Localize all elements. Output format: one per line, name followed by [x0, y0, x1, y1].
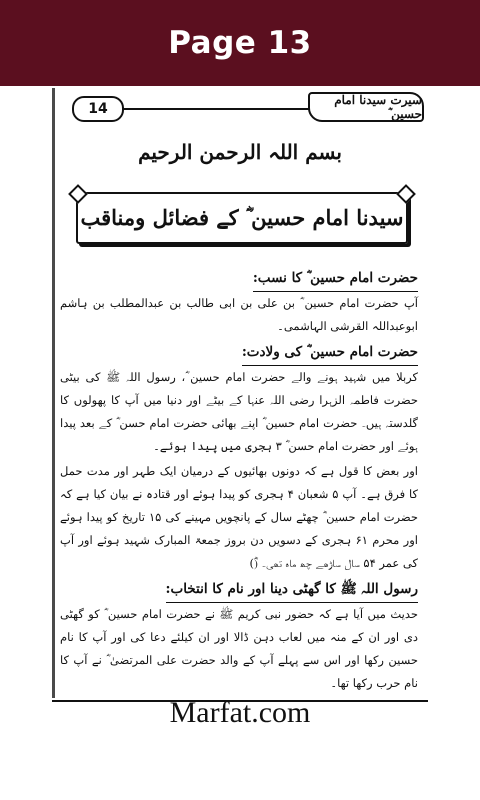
section-heading: حضرت امام حسین ؓ کا نسب:: [253, 266, 418, 292]
paragraph: اور بعض کا قول ہے کہ دونوں بھائیوں کے درمیان ایک طہر اور مدت حمل کا فرق ہے۔ آپ ۵ شعبان ۴ ہجری کو پیدا ہوئے اور قتادہ نے بیان کیا ہے کہ حضرت امام حسین ؓ چھٹے سال کے پانچویں مہینے کی ۱۵ تاریخ کو پیدا ہوئے اور محرم ۶۱ ہجری کے دسویں دن بروز جمعۃ المبارک شہید ہوئے اور آپ کی عمر ۵۴ سال ساڑھے چھ ماہ تھی۔ (ؓ): [60, 464, 418, 570]
bismillah-calligraphy: بسم اللہ الرحمن الرحیم: [138, 140, 342, 164]
section-heading: رسول اللہ ﷺ کا گھٹی دینا اور نام کا انتخاب:: [166, 577, 419, 603]
section-lineage: [60, 266, 418, 338]
page-edge-shadow: [52, 88, 55, 698]
header-rule: [122, 108, 310, 110]
section-birth: [60, 340, 418, 575]
book-page-scan[interactable]: [52, 88, 428, 738]
page-body: [60, 264, 418, 697]
source-watermark: Marfat.com: [169, 696, 311, 729]
page-title: Page 13: [168, 25, 312, 61]
running-header: سیرت سیدنا امام حسین ؓ: [308, 92, 424, 122]
paragraph: حدیث میں آیا ہے کہ حضور نبی کریم ﷺ نے حضرت امام حسین ؓ کو گھٹی دی اور ان کے منہ میں لعاب دہن ڈالا اور ان کیلئے دعا کی اور آپ کا نام حسین رکھا اور اس سے پہلے آپ کے والد حضرت علی المرتضیٰ ؓ نے آپ کا نام حرب رکھا تھا۔: [60, 607, 418, 690]
paragraph: آپ حضرت امام حسین ؓ بن علی بن ابی طالب بن عبدالمطلب بن ہاشم ابوعبداللہ القرشی الہاشمی۔: [60, 296, 418, 333]
section-naming: [60, 577, 418, 695]
chapter-title: سیدنا امام حسین ؓ کے فضائل ومناقب: [76, 192, 408, 244]
page-header: [62, 92, 424, 122]
section-heading: حضرت امام حسین ؓ کی ولادت:: [242, 340, 418, 366]
app-bar: [0, 0, 480, 86]
paragraph: کربلا میں شہید ہونے والے حضرت امام حسین ؓ، رسول اللہ ﷺ کی بیٹی حضرت فاطمہ الزہرا رضی اللہ عنہا کے بیٹے اور دنیا میں آپ کا پھولوں کا گلدستہ ہیں۔ حضرت امام حسین ؓ اپنے بھائی حضرت امام حسن ؓ کے بعد پیدا ہوئے اور حضرت امام حسن ؓ ۳ ہجری میں پیدا ہوئے۔: [60, 370, 418, 453]
page-number-badge: 14: [72, 96, 124, 122]
